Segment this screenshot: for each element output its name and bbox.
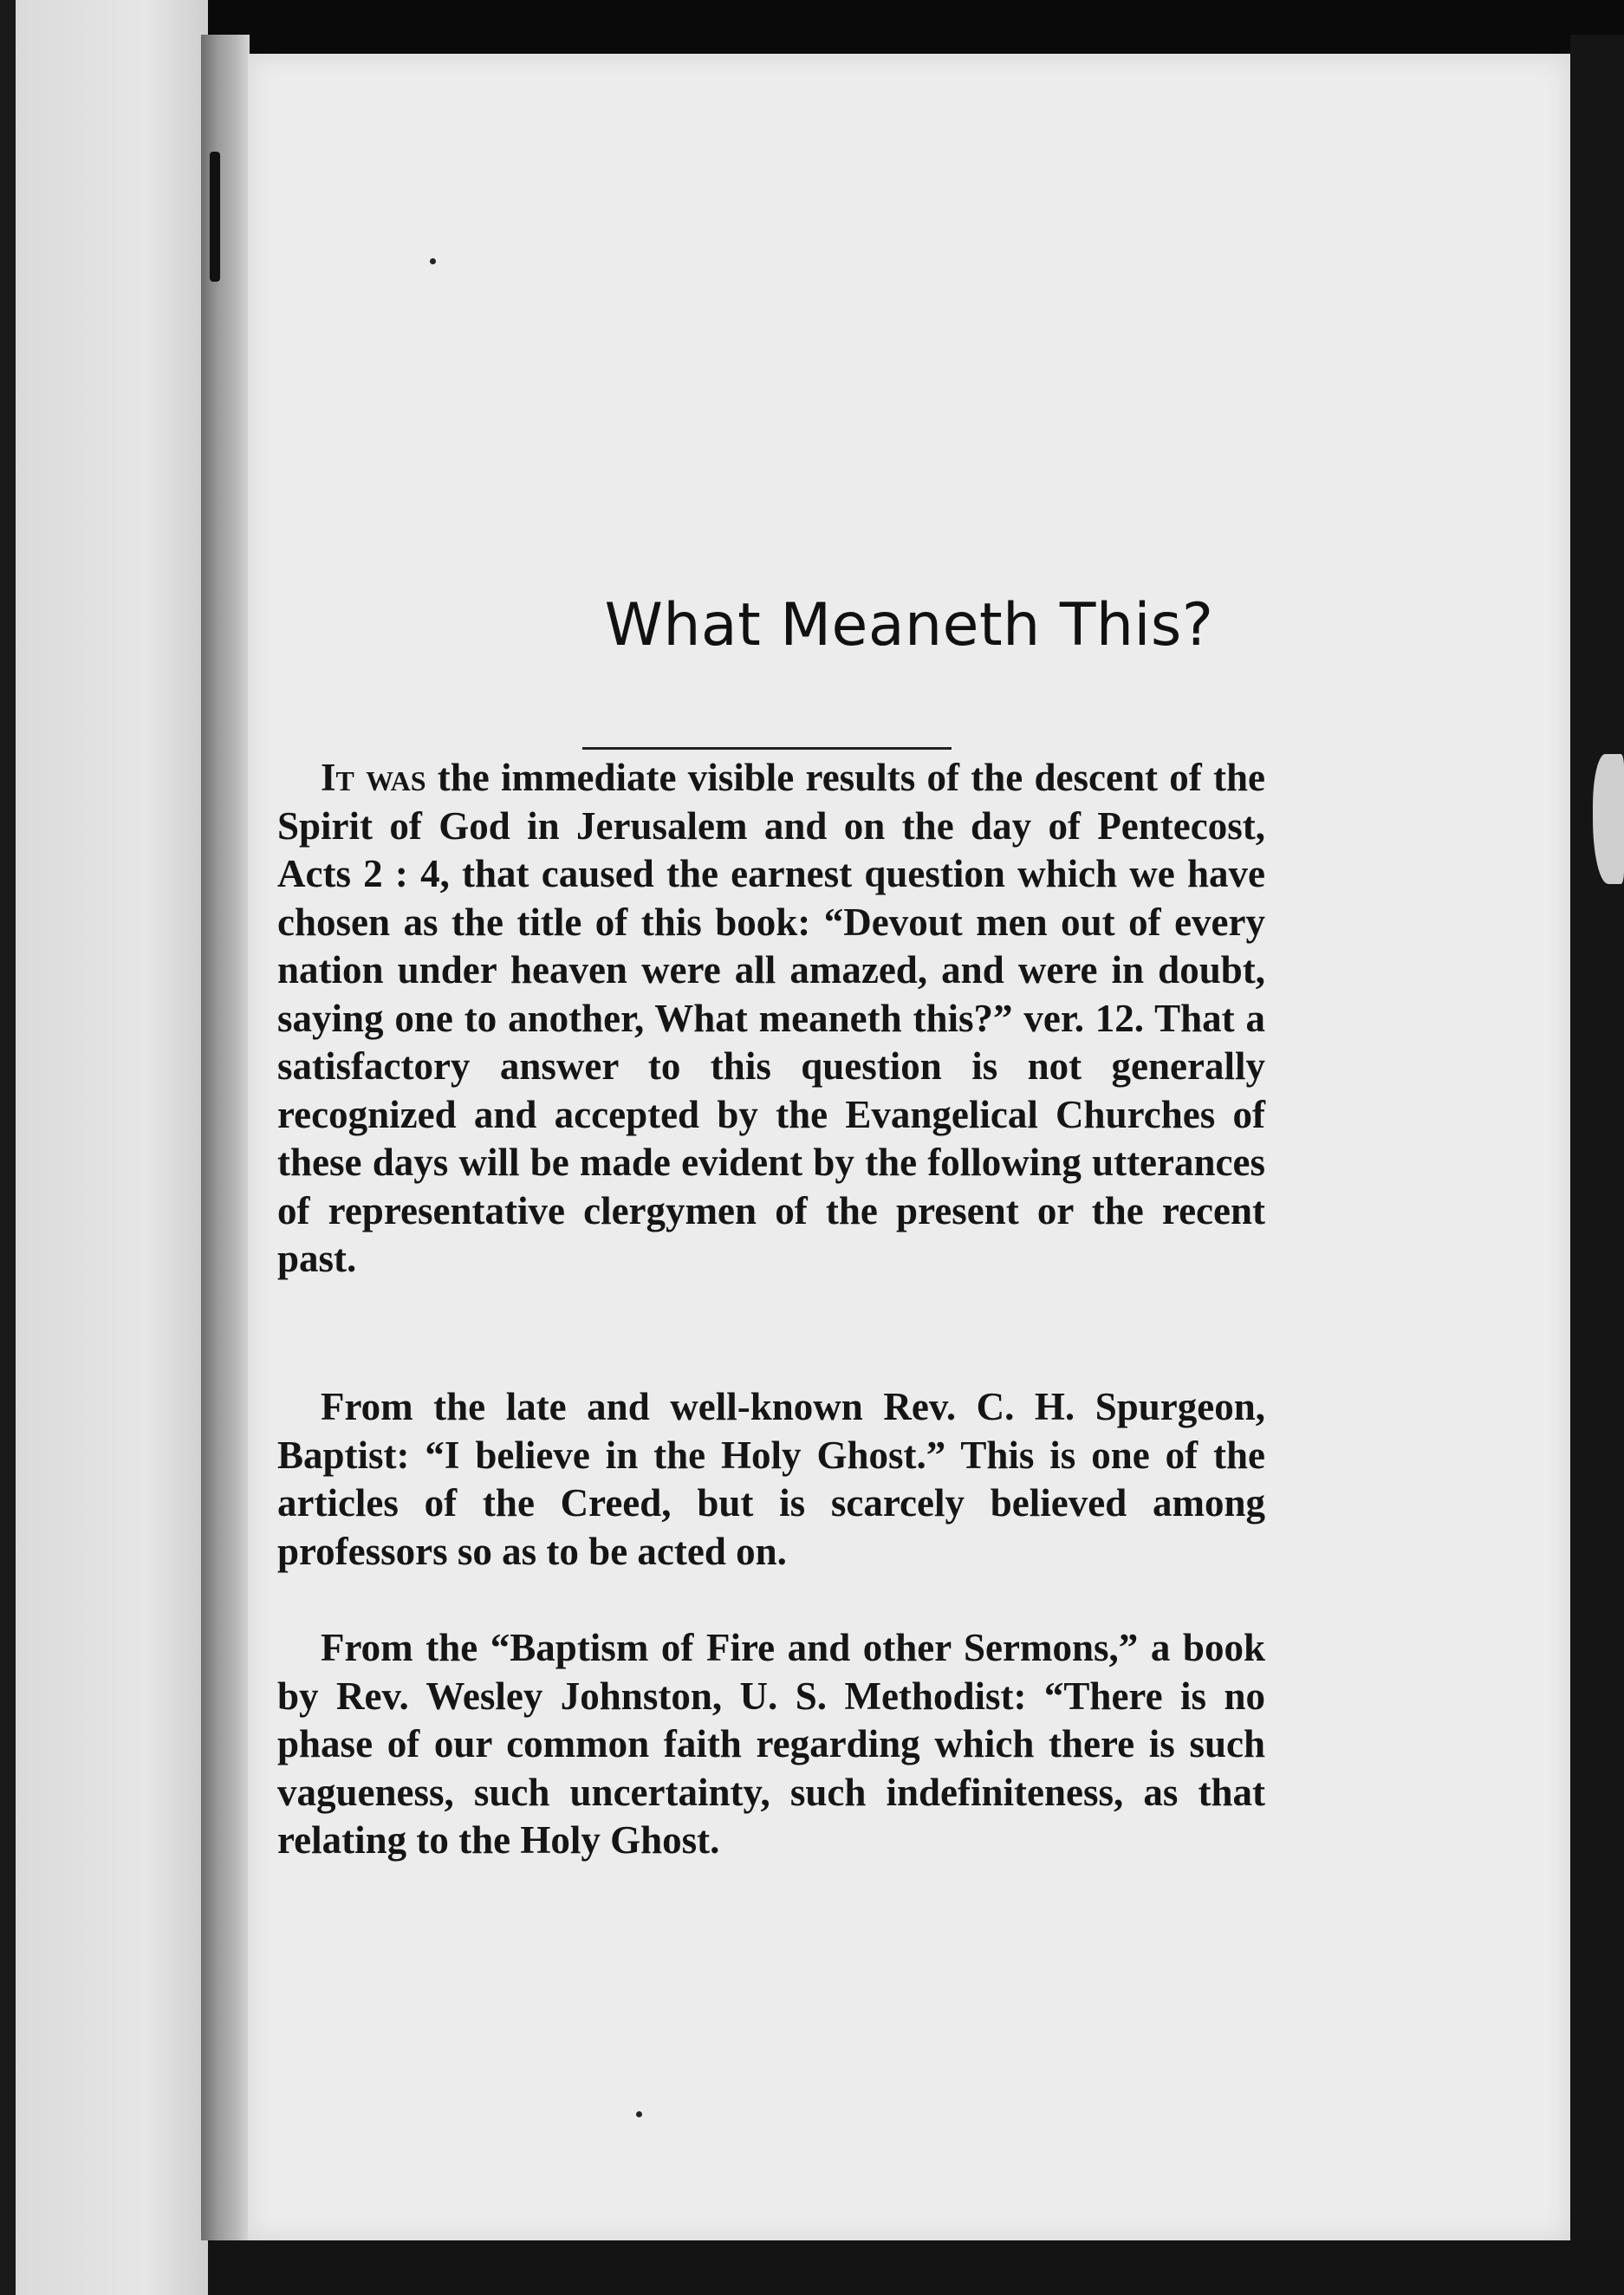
right-edge-blemish bbox=[1593, 754, 1624, 884]
right-scan-border bbox=[1570, 35, 1624, 2295]
title-divider-rule bbox=[582, 747, 952, 750]
ink-speck bbox=[636, 2111, 642, 2117]
paragraph-1 bbox=[277, 754, 1265, 1284]
ink-speck bbox=[430, 258, 436, 264]
page-title: What Meaneth This? bbox=[604, 591, 1214, 660]
bottom-scan-border bbox=[208, 2240, 1624, 2295]
paragraph-3-text: From the “Baptism of Fire and other Sermons,” a book by Rev. Wesley Johnston, U. S. Methodist: “There is no phase of our common faith regarding which there is such vagueness, such uncertainty, such indefiniteness, as that relating to the Holy Ghost. bbox=[277, 1626, 1265, 1862]
paragraph-3 bbox=[277, 1624, 1265, 1865]
paragraph-2-text: From the late and well-known Rev. C. H. Spurgeon, Baptist: “I believe in the Holy Ghost.” This is one of the articles of the Creed, but is scarcely believed among professors so as to be acted on. bbox=[277, 1385, 1265, 1573]
binding-gutter bbox=[201, 35, 250, 2240]
paragraph-1-text: the immediate visible results of the descent of the Spirit of God in Jerusalem and on the day of Pentecost, Acts 2 : 4, that caused the earnest question which we have chosen as the title of this book: “Devout men out of every nation under heaven were all amazed, and were in doubt, saying one to another, What meaneth this?” ver. 12. That a satisfactory answer to this question is not generally recognized and accepted by the Evangelical Churches of these days will be made evident by the following utterances of representative clergymen of the present or the recent past. bbox=[277, 756, 1265, 1280]
left-page-remnant bbox=[0, 0, 208, 2295]
paragraph-2 bbox=[277, 1383, 1265, 1576]
left-scan-edge bbox=[0, 0, 16, 2295]
paragraph-1-lead: It was bbox=[321, 756, 426, 799]
top-scan-border bbox=[208, 0, 1624, 54]
gutter-ink-mark bbox=[210, 152, 220, 282]
